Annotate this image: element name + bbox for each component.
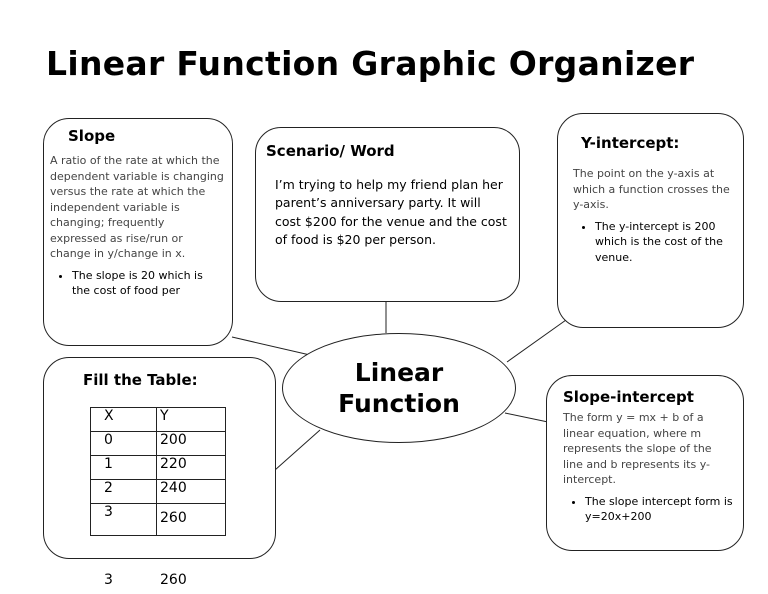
slope-intercept-bullet: • The slope intercept form is y=20x+200: [585, 494, 733, 525]
table-row: [91, 480, 226, 504]
yintercept-box: [557, 113, 744, 328]
table-cell-y: 260: [157, 504, 226, 536]
center-line-2: Function: [338, 389, 460, 418]
fill-table: [90, 407, 226, 536]
table-cell-x: 1: [91, 456, 157, 480]
table-row: [91, 432, 226, 456]
slope-intercept-bullets: [563, 494, 733, 525]
overflow-x-value: 3: [104, 572, 113, 588]
table-row: [91, 456, 226, 480]
table-header-y: Y: [157, 408, 226, 432]
fill-table-heading: Fill the Table:: [83, 371, 198, 389]
scenario-heading: Scenario/ Word: [266, 142, 395, 160]
table-cell-y: 240: [157, 480, 226, 504]
table-cell-x: 3: [91, 504, 157, 536]
slope-intercept-box: [546, 375, 744, 551]
table-header-row: [91, 408, 226, 432]
connector-slope: [232, 337, 310, 355]
overflow-y-value: 260: [160, 572, 187, 588]
scenario-text: I’m trying to help my friend plan her parent’s anniversary party. It will cost $200 for the venue and the cost of food is $20 per person.: [275, 177, 507, 247]
page-title: Linear Function Graphic Organizer: [46, 44, 695, 83]
yintercept-bullets: [573, 219, 733, 266]
slope-intercept-definition: The form y = mx + b of a linear equation, where m represents the slope of the line and b represents its y-intercept.: [563, 411, 712, 486]
slope-bullets: [50, 268, 224, 299]
yintercept-bullet: • The y-intercept is 200 which is the cost of the venue.: [595, 219, 733, 266]
slope-box: [43, 118, 233, 346]
connector-yintercept: [507, 320, 566, 362]
yintercept-definition: The point on the y-axis at which a function crosses the y-axis.: [573, 167, 730, 211]
slope-intercept-heading: Slope-intercept: [563, 388, 694, 406]
connector-fill-table: [275, 430, 320, 470]
table-header-x: X: [91, 408, 157, 432]
yintercept-heading: Y-intercept:: [581, 134, 680, 152]
slope-bullet: • The slope is 20 which is the cost of food per: [72, 268, 224, 299]
scenario-box: [255, 127, 520, 302]
slope-heading: Slope: [68, 127, 116, 145]
table-cell-x: 2: [91, 480, 157, 504]
table-cell-y: 220: [157, 456, 226, 480]
table-cell-x: 0: [91, 432, 157, 456]
center-ellipse: [282, 333, 516, 443]
slope-definition: A ratio of the rate at which the dependent variable is changing versus the rate at which the independent variable is changing; frequently expressed as rise/run or change in y/change in x.: [50, 154, 224, 260]
center-line-1: Linear: [354, 358, 444, 387]
connector-slope-intercept: [505, 413, 548, 422]
table-row: [91, 504, 226, 536]
table-cell-y: 200: [157, 432, 226, 456]
